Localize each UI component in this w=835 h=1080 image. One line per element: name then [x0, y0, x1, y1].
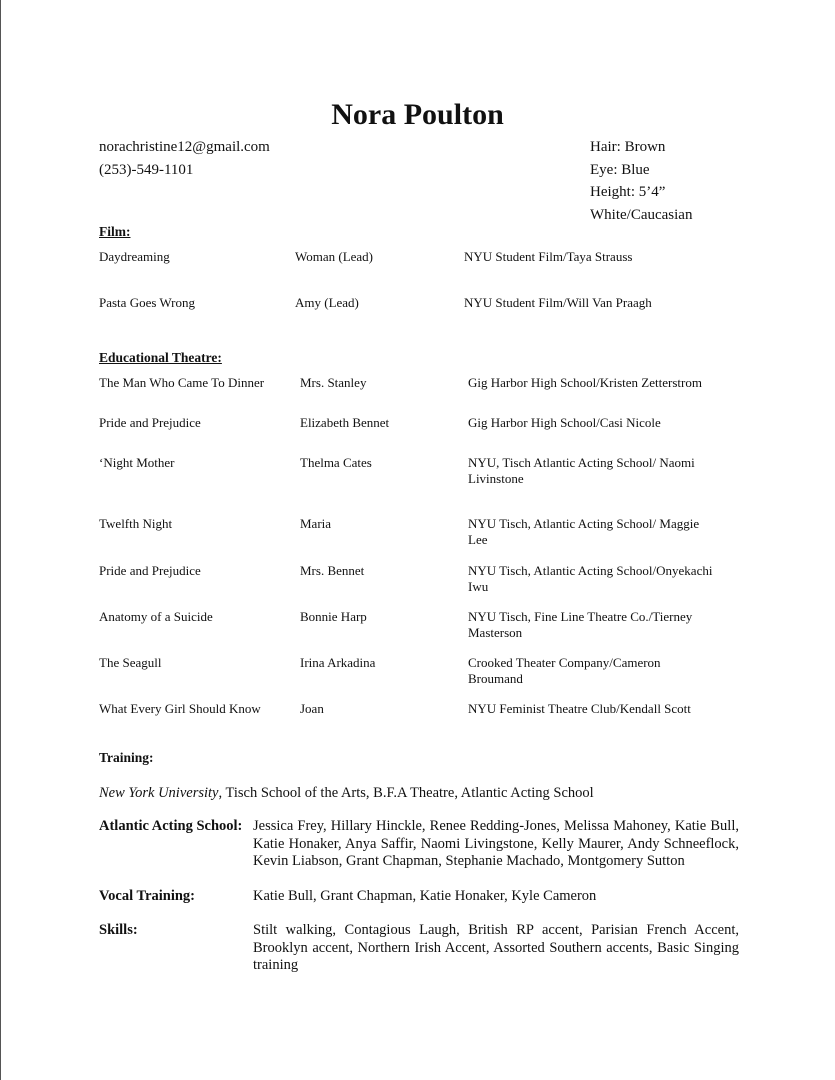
credit-role: Maria	[300, 516, 332, 531]
credit-company: NYU Student Film/Will Van Praagh	[464, 295, 652, 310]
credit-company: NYU Tisch, Atlantic Acting School/ Maggie Lee	[468, 516, 700, 547]
contact-block	[99, 136, 270, 181]
credit-role: Woman (Lead)	[295, 249, 373, 264]
credit-title: Pride and Prejudice	[99, 563, 201, 578]
skills-label: Skills:	[99, 922, 138, 938]
vocal-teachers: Katie Bull, Grant Chapman, Katie Honaker, Kyle Cameron	[253, 888, 597, 904]
atlantic-label: Atlantic Acting School:	[99, 818, 243, 834]
credit-title: ‘Night Mother	[99, 455, 175, 470]
credit-role: Mrs. Bennet	[300, 563, 365, 578]
credit-title: Daydreaming	[99, 249, 170, 264]
credit-title: Anatomy of a Suicide	[99, 609, 213, 624]
credit-title: The Man Who Came To Dinner	[99, 375, 265, 390]
credit-role: Mrs. Stanley	[300, 375, 367, 390]
email: norachristine12@gmail.com	[99, 139, 270, 155]
credit-title: Twelfth Night	[99, 516, 173, 531]
credit-company: NYU Student Film/Taya Strauss	[464, 249, 633, 264]
credit-title: What Every Girl Should Know	[99, 701, 261, 716]
credit-role: Irina Arkadina	[300, 655, 376, 670]
vocal-label: Vocal Training:	[99, 888, 196, 904]
page-edge	[0, 0, 1, 1080]
credit-title: Pride and Prejudice	[99, 415, 201, 430]
credit-company: Crooked Theater Company/Cameron Broumand	[468, 655, 661, 686]
credit-role: Bonnie Harp	[300, 609, 367, 624]
hair: Hair: Brown	[590, 139, 666, 155]
credit-role: Elizabeth Bennet	[300, 415, 390, 430]
ethnicity: White/Caucasian	[590, 206, 693, 223]
theatre-heading: Educational Theatre:	[99, 350, 222, 365]
credit-company: Gig Harbor High School/Casi Nicole	[468, 415, 661, 430]
atlantic-teachers: Jessica Frey, Hillary Hinckle, Renee Redding-Jones, Melissa Mahoney, Katie Bull, Katie Honaker, Anya Saffir, Naomi Livingstone, Kelly Maurer, Andy Schneeflock, Kevin Liabson, Grant Chapman, Stephanie Machado, Montgomery Sutton	[253, 818, 739, 869]
credit-company: NYU Feminist Theatre Club/Kendall Scott	[468, 701, 691, 716]
credit-title: The Seagull	[99, 655, 162, 670]
credit-company: NYU Tisch, Fine Line Theatre Co./Tierney Masterson	[468, 609, 693, 640]
training-heading: Training:	[99, 750, 154, 765]
phone: (253)-549-1101	[99, 161, 194, 178]
credit-title: Pasta Goes Wrong	[99, 295, 196, 310]
education-line	[99, 785, 594, 802]
film-heading: Film:	[99, 224, 131, 239]
credit-role: Thelma Cates	[300, 455, 372, 470]
degree-details: , Tisch School of the Arts, B.F.A Theatre, Atlantic Acting School	[218, 785, 594, 801]
credit-company: NYU, Tisch Atlantic Acting School/ Naomi Livinstone	[468, 455, 695, 486]
attributes-block	[590, 136, 692, 226]
credit-role: Amy (Lead)	[295, 295, 359, 310]
credit-company: Gig Harbor High School/Kristen Zetterstrom	[468, 375, 702, 390]
resume-name: Nora Poulton	[331, 98, 504, 131]
skills-list: Stilt walking, Contagious Laugh, British RP accent, Parisian French Accent, Brooklyn accent, Northern Irish Accent, Assorted Southern accents, Basic Singing training	[253, 922, 739, 973]
height: Height: 5’4”	[590, 184, 666, 200]
eye: Eye: Blue	[590, 161, 650, 178]
credit-company: NYU Tisch, Atlantic Acting School/Onyekachi Iwu	[468, 563, 713, 594]
credit-role: Joan	[300, 701, 324, 716]
university-name: New York University	[99, 785, 219, 801]
